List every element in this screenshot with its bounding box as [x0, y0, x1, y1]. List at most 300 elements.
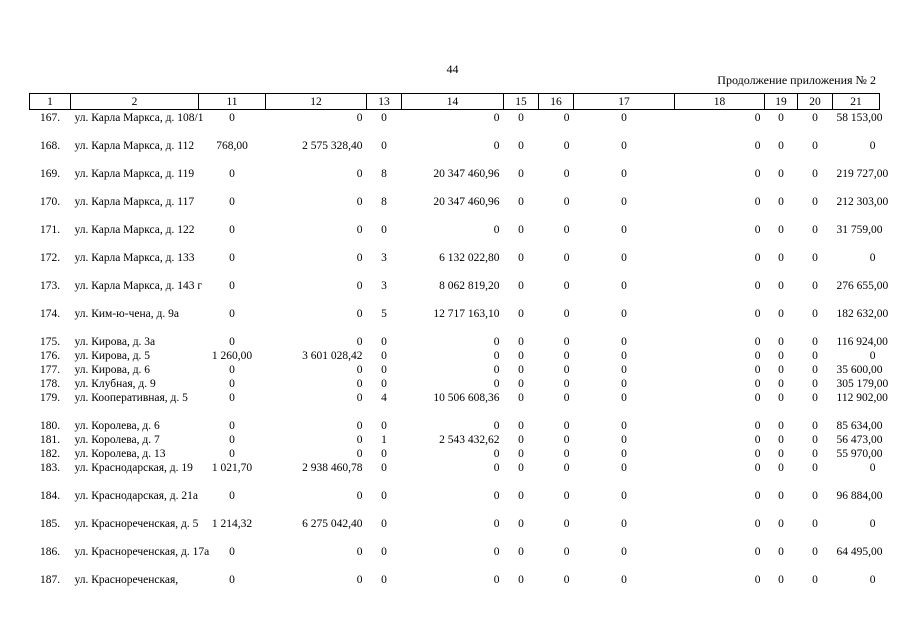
col-12-cell: 0 — [356, 433, 363, 446]
col-18-cell: 0 — [754, 112, 761, 124]
col-18-cell: 0 — [754, 279, 761, 292]
col-16-cell: 0 — [563, 517, 570, 530]
col-19-cell: 0 — [778, 223, 784, 236]
col-18-cell: 0 — [754, 307, 761, 320]
col-14-cell: 20 347 460,96 — [433, 195, 500, 208]
row-number-cell: 180. — [39, 419, 61, 432]
table-row — [30, 334, 880, 348]
col-16-cell: 0 — [563, 433, 570, 446]
col-13-cell: 0 — [381, 419, 387, 432]
col-17-cell: 0 — [621, 279, 627, 292]
column-header: 11 — [199, 94, 266, 110]
col-13-cell: 5 — [381, 307, 387, 320]
col-12-cell: 0 — [356, 489, 363, 502]
col-17-cell: 0 — [621, 489, 627, 502]
col-14-cell: 0 — [493, 573, 500, 586]
col-20-cell: 0 — [812, 433, 818, 446]
col-21-cell: 0 — [869, 251, 876, 264]
col-19-cell: 0 — [778, 391, 784, 404]
col-13-cell: 0 — [381, 335, 387, 348]
col-15-cell: 0 — [518, 517, 524, 530]
col-13-cell: 0 — [381, 349, 387, 362]
col-11-cell: 0 — [229, 195, 235, 208]
address-cell: ул. Кооперативная, д. 5 — [74, 391, 188, 404]
col-21-cell: 64 495,00 — [836, 545, 883, 558]
col-17-cell: 0 — [621, 433, 627, 446]
col-11-cell: 0 — [229, 279, 235, 292]
col-17-cell: 0 — [621, 223, 627, 236]
col-18-cell: 0 — [754, 335, 761, 348]
col-18-cell: 0 — [754, 195, 761, 208]
table-row — [30, 348, 880, 362]
col-21-cell: 219 727,00 — [836, 167, 889, 180]
address-cell: ул. Кирова, д. 5 — [74, 349, 151, 362]
table-row — [30, 138, 880, 166]
col-14-cell: 0 — [493, 139, 500, 152]
col-21-cell: 35 600,00 — [836, 363, 883, 376]
col-17-cell: 0 — [621, 573, 627, 586]
col-18-cell: 0 — [754, 461, 761, 474]
column-header: 13 — [367, 94, 402, 110]
col-17-cell: 0 — [621, 167, 627, 180]
col-14-cell: 0 — [493, 223, 500, 236]
col-14-cell: 0 — [493, 363, 500, 376]
address-cell: ул. Королева, д. 7 — [74, 433, 160, 446]
col-13-cell: 0 — [381, 223, 387, 236]
col-19-cell: 0 — [778, 279, 784, 292]
row-number-cell: 171. — [39, 223, 61, 236]
col-16-cell: 0 — [563, 349, 570, 362]
col-14-cell: 20 347 460,96 — [433, 167, 500, 180]
col-11-cell: 0 — [229, 377, 235, 390]
table-row — [30, 572, 880, 600]
address-cell: ул. Карла Маркса, д. 143 г — [74, 279, 203, 292]
column-header: 14 — [402, 94, 504, 110]
col-13-cell: 3 — [381, 279, 387, 292]
address-cell: ул. Карла Маркса, д. 122 — [74, 223, 195, 236]
col-11-cell: 0 — [229, 167, 235, 180]
address-cell: ул. Карла Маркса, д. 112 — [74, 139, 195, 152]
col-18-cell: 0 — [754, 139, 761, 152]
table-row — [30, 390, 880, 418]
column-header: 20 — [798, 94, 833, 110]
table-row — [30, 432, 880, 446]
col-19-cell: 0 — [778, 377, 784, 390]
col-11-cell: 1 260,00 — [211, 349, 253, 362]
col-14-cell: 8 062 819,20 — [439, 279, 500, 292]
column-header: 17 — [574, 94, 675, 110]
col-12-cell: 2 575 328,40 — [302, 139, 363, 152]
table-row — [30, 544, 880, 572]
col-11-cell: 0 — [229, 223, 235, 236]
col-21-cell: 276 655,00 — [836, 279, 889, 292]
col-12-cell: 0 — [356, 391, 363, 404]
col-13-cell: 0 — [381, 112, 387, 124]
col-16-cell: 0 — [563, 545, 570, 558]
col-15-cell: 0 — [518, 112, 524, 124]
row-number-cell: 183. — [39, 461, 61, 474]
col-20-cell: 0 — [812, 167, 818, 180]
col-16-cell: 0 — [563, 461, 570, 474]
col-14-cell: 0 — [493, 447, 500, 460]
col-11-cell: 0 — [229, 307, 235, 320]
col-11-cell: 0 — [229, 363, 235, 376]
col-17-cell: 0 — [621, 447, 627, 460]
col-18-cell: 0 — [754, 377, 761, 390]
col-18-cell: 0 — [754, 517, 761, 530]
column-header: 12 — [266, 94, 367, 110]
col-12-cell: 0 — [356, 279, 363, 292]
col-17-cell: 0 — [621, 307, 627, 320]
table-row — [30, 278, 880, 306]
col-13-cell: 0 — [381, 377, 387, 390]
col-14-cell: 12 717 163,10 — [433, 307, 500, 320]
appendix-label: Продолжение приложения № 2 — [717, 73, 876, 87]
col-19-cell: 0 — [778, 251, 784, 264]
col-13-cell: 3 — [381, 251, 387, 264]
column-header: 21 — [833, 94, 880, 110]
col-14-cell: 0 — [493, 335, 500, 348]
col-21-cell: 31 759,00 — [836, 223, 883, 236]
col-14-cell: 0 — [493, 112, 500, 124]
address-cell: ул. Королева, д. 6 — [74, 419, 160, 432]
col-12-cell: 0 — [356, 251, 363, 264]
column-header: 16 — [539, 94, 574, 110]
col-18-cell: 0 — [754, 391, 761, 404]
col-21-cell: 56 473,00 — [836, 433, 883, 446]
col-15-cell: 0 — [518, 279, 524, 292]
row-number-cell: 175. — [39, 335, 61, 348]
column-header: 2 — [71, 94, 199, 110]
col-20-cell: 0 — [812, 489, 818, 502]
col-17-cell: 0 — [621, 251, 627, 264]
col-16-cell: 0 — [563, 251, 570, 264]
col-15-cell: 0 — [518, 573, 524, 586]
col-11-cell: 1 021,70 — [211, 461, 253, 474]
col-11-cell: 0 — [229, 251, 235, 264]
address-cell: ул. Клубная, д. 9 — [74, 377, 156, 390]
col-20-cell: 0 — [812, 573, 818, 586]
col-14-cell: 0 — [493, 377, 500, 390]
col-21-cell: 58 153,00 — [836, 112, 883, 124]
col-11-cell: 0 — [229, 391, 235, 404]
col-13-cell: 8 — [381, 167, 387, 180]
col-20-cell: 0 — [812, 391, 818, 404]
col-16-cell: 0 — [563, 307, 570, 320]
col-17-cell: 0 — [621, 377, 627, 390]
col-21-cell: 182 632,00 — [836, 307, 889, 320]
col-20-cell: 0 — [812, 517, 818, 530]
address-cell: ул. Кирова, д. 3а — [74, 335, 156, 348]
col-13-cell: 0 — [381, 363, 387, 376]
col-14-cell: 10 506 608,36 — [433, 391, 500, 404]
col-18-cell: 0 — [754, 223, 761, 236]
col-14-cell: 0 — [493, 349, 500, 362]
col-13-cell: 0 — [381, 573, 387, 586]
col-14-cell: 0 — [493, 517, 500, 530]
col-12-cell: 0 — [356, 307, 363, 320]
col-15-cell: 0 — [518, 195, 524, 208]
col-18-cell: 0 — [754, 419, 761, 432]
col-15-cell: 0 — [518, 223, 524, 236]
table-row — [30, 460, 880, 488]
table-row — [30, 250, 880, 278]
col-21-cell: 0 — [869, 517, 876, 530]
address-cell: ул. Краснодарская, д. 21а — [74, 489, 199, 502]
col-12-cell: 0 — [356, 377, 363, 390]
col-16-cell: 0 — [563, 139, 570, 152]
col-16-cell: 0 — [563, 279, 570, 292]
col-12-cell: 0 — [356, 112, 363, 124]
row-number-cell: 173. — [39, 279, 61, 292]
col-20-cell: 0 — [812, 419, 818, 432]
col-17-cell: 0 — [621, 349, 627, 362]
col-20-cell: 0 — [812, 545, 818, 558]
col-17-cell: 0 — [621, 363, 627, 376]
col-11-cell: 0 — [229, 433, 235, 446]
address-cell: ул. Ким-ю-чена, д. 9а — [74, 307, 179, 320]
col-16-cell: 0 — [563, 363, 570, 376]
col-19-cell: 0 — [778, 419, 784, 432]
col-20-cell: 0 — [812, 223, 818, 236]
col-13-cell: 1 — [381, 433, 387, 446]
col-21-cell: 55 970,00 — [836, 447, 883, 460]
col-16-cell: 0 — [563, 391, 570, 404]
col-15-cell: 0 — [518, 139, 524, 152]
col-12-cell: 0 — [356, 545, 363, 558]
col-18-cell: 0 — [754, 349, 761, 362]
col-20-cell: 0 — [812, 139, 818, 152]
header-row — [30, 94, 880, 110]
col-20-cell: 0 — [812, 279, 818, 292]
col-20-cell: 0 — [812, 335, 818, 348]
col-16-cell: 0 — [563, 573, 570, 586]
col-18-cell: 0 — [754, 167, 761, 180]
col-12-cell: 3 601 028,42 — [302, 349, 363, 362]
col-19-cell: 0 — [778, 112, 784, 124]
col-14-cell: 6 132 022,80 — [439, 251, 500, 264]
col-20-cell: 0 — [812, 251, 818, 264]
col-14-cell: 0 — [493, 545, 500, 558]
col-15-cell: 0 — [518, 349, 524, 362]
col-16-cell: 0 — [563, 419, 570, 432]
col-15-cell: 0 — [518, 447, 524, 460]
col-19-cell: 0 — [778, 433, 784, 446]
col-11-cell: 0 — [229, 112, 235, 124]
row-number-cell: 172. — [39, 251, 61, 264]
table-row — [30, 362, 880, 376]
col-16-cell: 0 — [563, 195, 570, 208]
col-20-cell: 0 — [812, 377, 818, 390]
col-19-cell: 0 — [778, 349, 784, 362]
col-12-cell: 0 — [356, 447, 363, 460]
col-11-cell: 1 214,32 — [211, 517, 253, 530]
row-number-cell: 178. — [39, 377, 61, 390]
col-20-cell: 0 — [812, 349, 818, 362]
table-row — [30, 376, 880, 390]
col-13-cell: 0 — [381, 545, 387, 558]
col-14-cell: 2 543 432,62 — [439, 433, 500, 446]
col-17-cell: 0 — [621, 461, 627, 474]
col-15-cell: 0 — [518, 307, 524, 320]
col-19-cell: 0 — [778, 545, 784, 558]
col-19-cell: 0 — [778, 573, 784, 586]
col-21-cell: 0 — [869, 461, 876, 474]
table-row — [30, 516, 880, 544]
col-12-cell: 2 938 460,78 — [302, 461, 363, 474]
column-header: 15 — [504, 94, 539, 110]
col-20-cell: 0 — [812, 112, 818, 124]
table-row — [30, 306, 880, 334]
col-11-cell: 0 — [229, 489, 235, 502]
col-16-cell: 0 — [563, 335, 570, 348]
address-cell: ул. Краснодарская, д. 19 — [74, 461, 193, 474]
row-number-cell: 169. — [39, 167, 61, 180]
col-18-cell: 0 — [754, 489, 761, 502]
col-11-cell: 0 — [229, 335, 235, 348]
column-header: 18 — [675, 94, 765, 110]
col-19-cell: 0 — [778, 517, 784, 530]
col-21-cell: 112 902,00 — [836, 391, 888, 404]
col-20-cell: 0 — [812, 363, 818, 376]
row-number-cell: 168. — [39, 139, 61, 152]
table-row — [30, 222, 880, 250]
data-table — [29, 93, 889, 600]
col-21-cell: 0 — [869, 349, 876, 362]
row-number-cell: 167. — [39, 112, 61, 124]
col-15-cell: 0 — [518, 167, 524, 180]
col-21-cell: 116 924,00 — [836, 335, 888, 348]
col-11-cell: 0 — [229, 419, 235, 432]
col-14-cell: 0 — [493, 461, 500, 474]
col-12-cell: 0 — [356, 335, 363, 348]
col-15-cell: 0 — [518, 419, 524, 432]
col-15-cell: 0 — [518, 335, 524, 348]
col-18-cell: 0 — [754, 545, 761, 558]
col-19-cell: 0 — [778, 307, 784, 320]
col-19-cell: 0 — [778, 139, 784, 152]
col-16-cell: 0 — [563, 167, 570, 180]
col-20-cell: 0 — [812, 447, 818, 460]
col-16-cell: 0 — [563, 489, 570, 502]
col-17-cell: 0 — [621, 545, 627, 558]
col-12-cell: 6 275 042,40 — [302, 517, 363, 530]
col-20-cell: 0 — [812, 461, 818, 474]
row-number-cell: 174. — [39, 307, 61, 320]
row-number-cell: 187. — [39, 573, 61, 586]
address-cell: ул. Карла Маркса, д. 133 — [74, 251, 195, 264]
col-13-cell: 0 — [381, 517, 387, 530]
col-15-cell: 0 — [518, 377, 524, 390]
col-11-cell: 0 — [229, 447, 235, 460]
column-header: 1 — [30, 94, 71, 110]
col-12-cell: 0 — [356, 223, 363, 236]
col-19-cell: 0 — [778, 461, 784, 474]
table-row — [30, 446, 880, 460]
table-row — [30, 418, 880, 432]
col-17-cell: 0 — [621, 517, 627, 530]
col-15-cell: 0 — [518, 391, 524, 404]
col-21-cell: 0 — [869, 573, 876, 586]
col-19-cell: 0 — [778, 447, 784, 460]
row-number-cell: 176. — [39, 349, 61, 362]
address-cell: ул. Краснореченская, — [74, 573, 179, 586]
col-19-cell: 0 — [778, 363, 784, 376]
page-number: 44 — [446, 62, 459, 76]
row-number-cell: 184. — [39, 489, 61, 502]
col-14-cell: 0 — [493, 489, 500, 502]
address-cell: ул. Карла Маркса, д. 117 — [74, 195, 195, 208]
table-row — [30, 166, 880, 194]
table-row — [30, 110, 880, 138]
table-row — [30, 488, 880, 516]
col-21-cell: 305 179,00 — [836, 377, 889, 390]
col-16-cell: 0 — [563, 223, 570, 236]
col-19-cell: 0 — [778, 335, 784, 348]
col-17-cell: 0 — [621, 419, 627, 432]
col-19-cell: 0 — [778, 489, 784, 502]
col-16-cell: 0 — [563, 112, 570, 124]
col-15-cell: 0 — [518, 461, 524, 474]
row-number-cell: 181. — [39, 433, 61, 446]
col-17-cell: 0 — [621, 139, 627, 152]
col-15-cell: 0 — [518, 433, 524, 446]
address-cell: ул. Кирова, д. 6 — [74, 363, 151, 376]
col-21-cell: 85 634,00 — [836, 419, 883, 432]
address-cell: ул. Карла Маркса, д. 108/1 — [74, 112, 204, 124]
col-15-cell: 0 — [518, 363, 524, 376]
row-number-cell: 185. — [39, 517, 61, 530]
col-21-cell: 96 884,00 — [836, 489, 883, 502]
col-20-cell: 0 — [812, 307, 818, 320]
col-16-cell: 0 — [563, 447, 570, 460]
col-18-cell: 0 — [754, 251, 761, 264]
col-17-cell: 0 — [621, 195, 627, 208]
col-15-cell: 0 — [518, 545, 524, 558]
col-13-cell: 8 — [381, 195, 387, 208]
col-15-cell: 0 — [518, 251, 524, 264]
col-12-cell: 0 — [356, 573, 363, 586]
col-13-cell: 0 — [381, 139, 387, 152]
col-12-cell: 0 — [356, 363, 363, 376]
col-17-cell: 0 — [621, 335, 627, 348]
col-16-cell: 0 — [563, 377, 570, 390]
col-12-cell: 0 — [356, 167, 363, 180]
col-18-cell: 0 — [754, 573, 761, 586]
table-row — [30, 194, 880, 222]
address-cell: ул. Карла Маркса, д. 119 — [74, 167, 195, 180]
address-cell: ул. Королева, д. 13 — [74, 447, 166, 460]
col-14-cell: 0 — [493, 419, 500, 432]
address-cell: ул. Краснореченская, д. 17а — [74, 545, 210, 558]
col-11-cell: 768,00 — [216, 139, 248, 152]
col-15-cell: 0 — [518, 489, 524, 502]
col-13-cell: 4 — [381, 391, 387, 404]
col-12-cell: 0 — [356, 419, 363, 432]
col-19-cell: 0 — [778, 195, 784, 208]
col-11-cell: 0 — [229, 545, 235, 558]
col-18-cell: 0 — [754, 433, 761, 446]
col-21-cell: 0 — [869, 139, 876, 152]
col-13-cell: 0 — [381, 447, 387, 460]
col-13-cell: 0 — [381, 461, 387, 474]
col-18-cell: 0 — [754, 447, 761, 460]
address-cell: ул. Краснореченская, д. 5 — [74, 517, 199, 530]
row-number-cell: 179. — [39, 391, 61, 404]
col-18-cell: 0 — [754, 363, 761, 376]
col-12-cell: 0 — [356, 195, 363, 208]
col-17-cell: 0 — [621, 391, 627, 404]
